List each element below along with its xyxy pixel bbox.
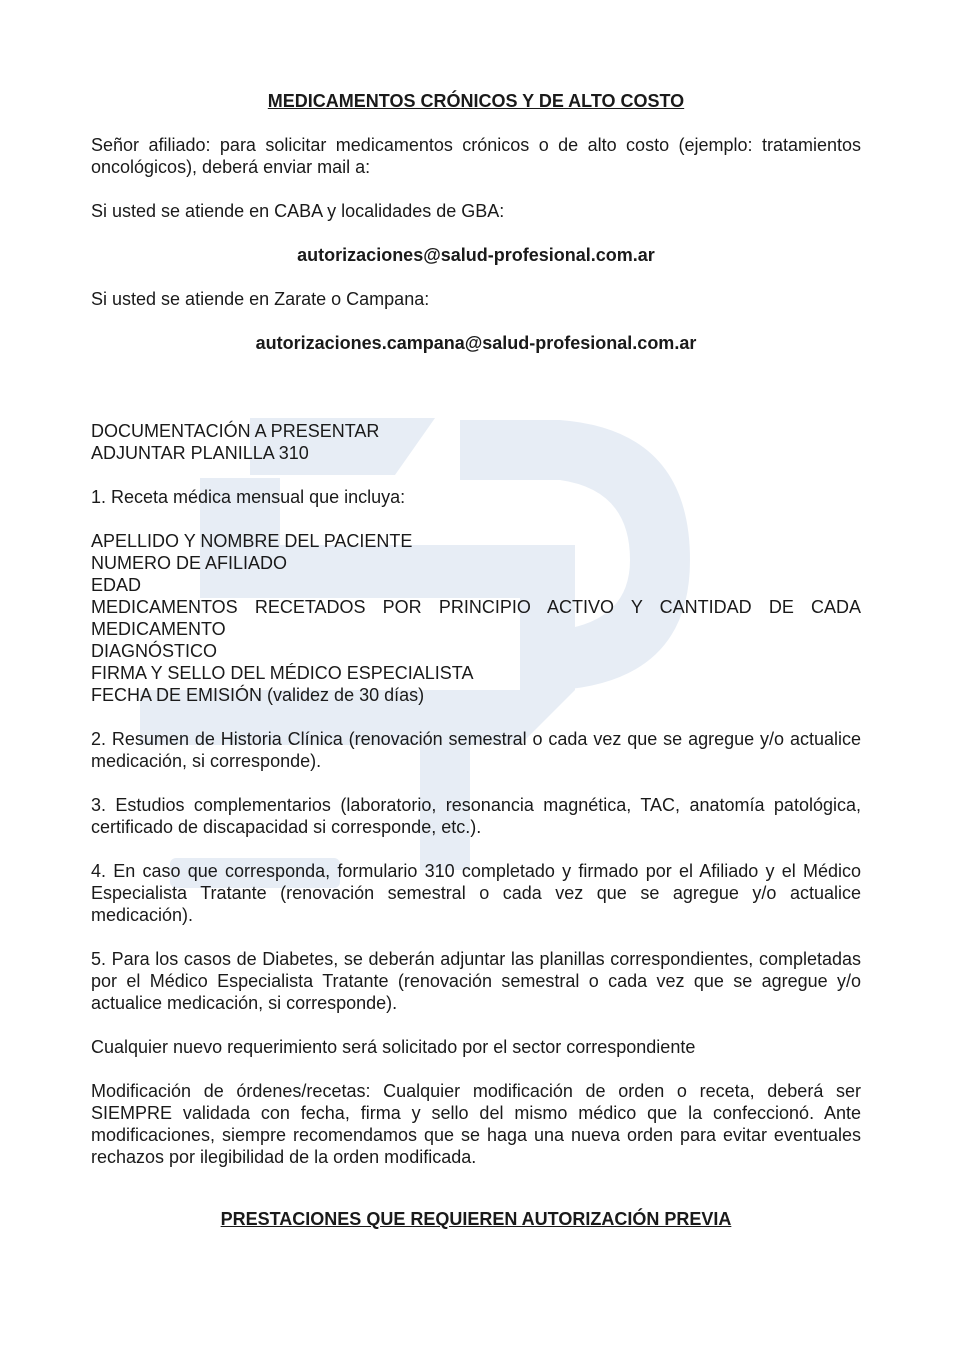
modification-note: Modificación de órdenes/recetas: Cualquier modificación de orden o receta, deberá ser SIEMPRE validada con fecha, firma y sello del mismo médico que la confeccionó. Ante modificaciones, siempre recomendamos que se haga una nueva orden para evitar eventuales rechazos por ilegibilidad de la orden modificada. xyxy=(91,1081,861,1167)
documentation-heading: DOCUMENTACIÓN A PRESENTAR xyxy=(91,421,380,441)
requirement-item: FECHA DE EMISIÓN (validez de 30 días) xyxy=(91,685,425,705)
requirement-item: EDAD xyxy=(91,575,142,595)
new-requirement-note: Cualquier nuevo requerimiento será solicitado por el sector correspondiente xyxy=(91,1037,696,1057)
requirement-item: APELLIDO Y NOMBRE DEL PACIENTE xyxy=(91,531,413,551)
item-5: 5. Para los casos de Diabetes, se deberán adjuntar las planillas correspondientes, completadas por el Médico Especialista Tratante (renovación semestral o cada vez que se agregue y/o actualice medicación, si corresponde). xyxy=(91,949,861,1013)
item-1: 1. Receta médica mensual que incluya: xyxy=(91,487,406,507)
item-4: 4. En caso que corresponda, formulario 310 completado y firmado por el Afiliado y el Médico Especialista Tratante (renovación semestral o cada vez que se agregue y/o actualice medicación). xyxy=(91,861,861,925)
requirement-item: FIRMA Y SELLO DEL MÉDICO ESPECIALISTA xyxy=(91,663,474,683)
campana-label: Si usted se atiende en Zarate o Campana: xyxy=(91,289,430,309)
item-3: 3. Estudios complementarios (laboratorio, resonancia magnética, TAC, anatomía patológica, certificado de discapacidad si corresponde, etc.). xyxy=(91,795,861,837)
campana-email: autorizaciones.campana@salud-profesional.com.ar xyxy=(255,333,697,353)
requirement-item: MEDICAMENTOS RECETADOS POR PRINCIPIO ACTIVO Y CANTIDAD DE CADA MEDICAMENTO xyxy=(91,597,861,639)
requirements-list xyxy=(91,530,861,706)
caba-email: autorizaciones@salud-profesional.com.ar xyxy=(297,245,655,265)
page-title: MEDICAMENTOS CRÓNICOS Y DE ALTO COSTO xyxy=(267,91,685,111)
item-2: 2. Resumen de Historia Clínica (renovación semestral o cada vez que se agregue y/o actualice medicación, si corresponde). xyxy=(91,729,861,771)
intro-paragraph: Señor afiliado: para solicitar medicamentos crónicos o de alto costo (ejemplo: tratamientos oncológicos), deberá enviar mail a: xyxy=(91,135,861,177)
caba-label: Si usted se atiende en CABA y localidades de GBA: xyxy=(91,201,505,221)
requirement-item: NUMERO DE AFILIADO xyxy=(91,553,288,573)
documentation-subheading: ADJUNTAR PLANILLA 310 xyxy=(91,443,309,463)
footer-title: PRESTACIONES QUE REQUIEREN AUTORIZACIÓN PREVIA xyxy=(220,1209,732,1229)
requirement-item: DIAGNÓSTICO xyxy=(91,641,218,661)
document-page xyxy=(91,90,861,1230)
